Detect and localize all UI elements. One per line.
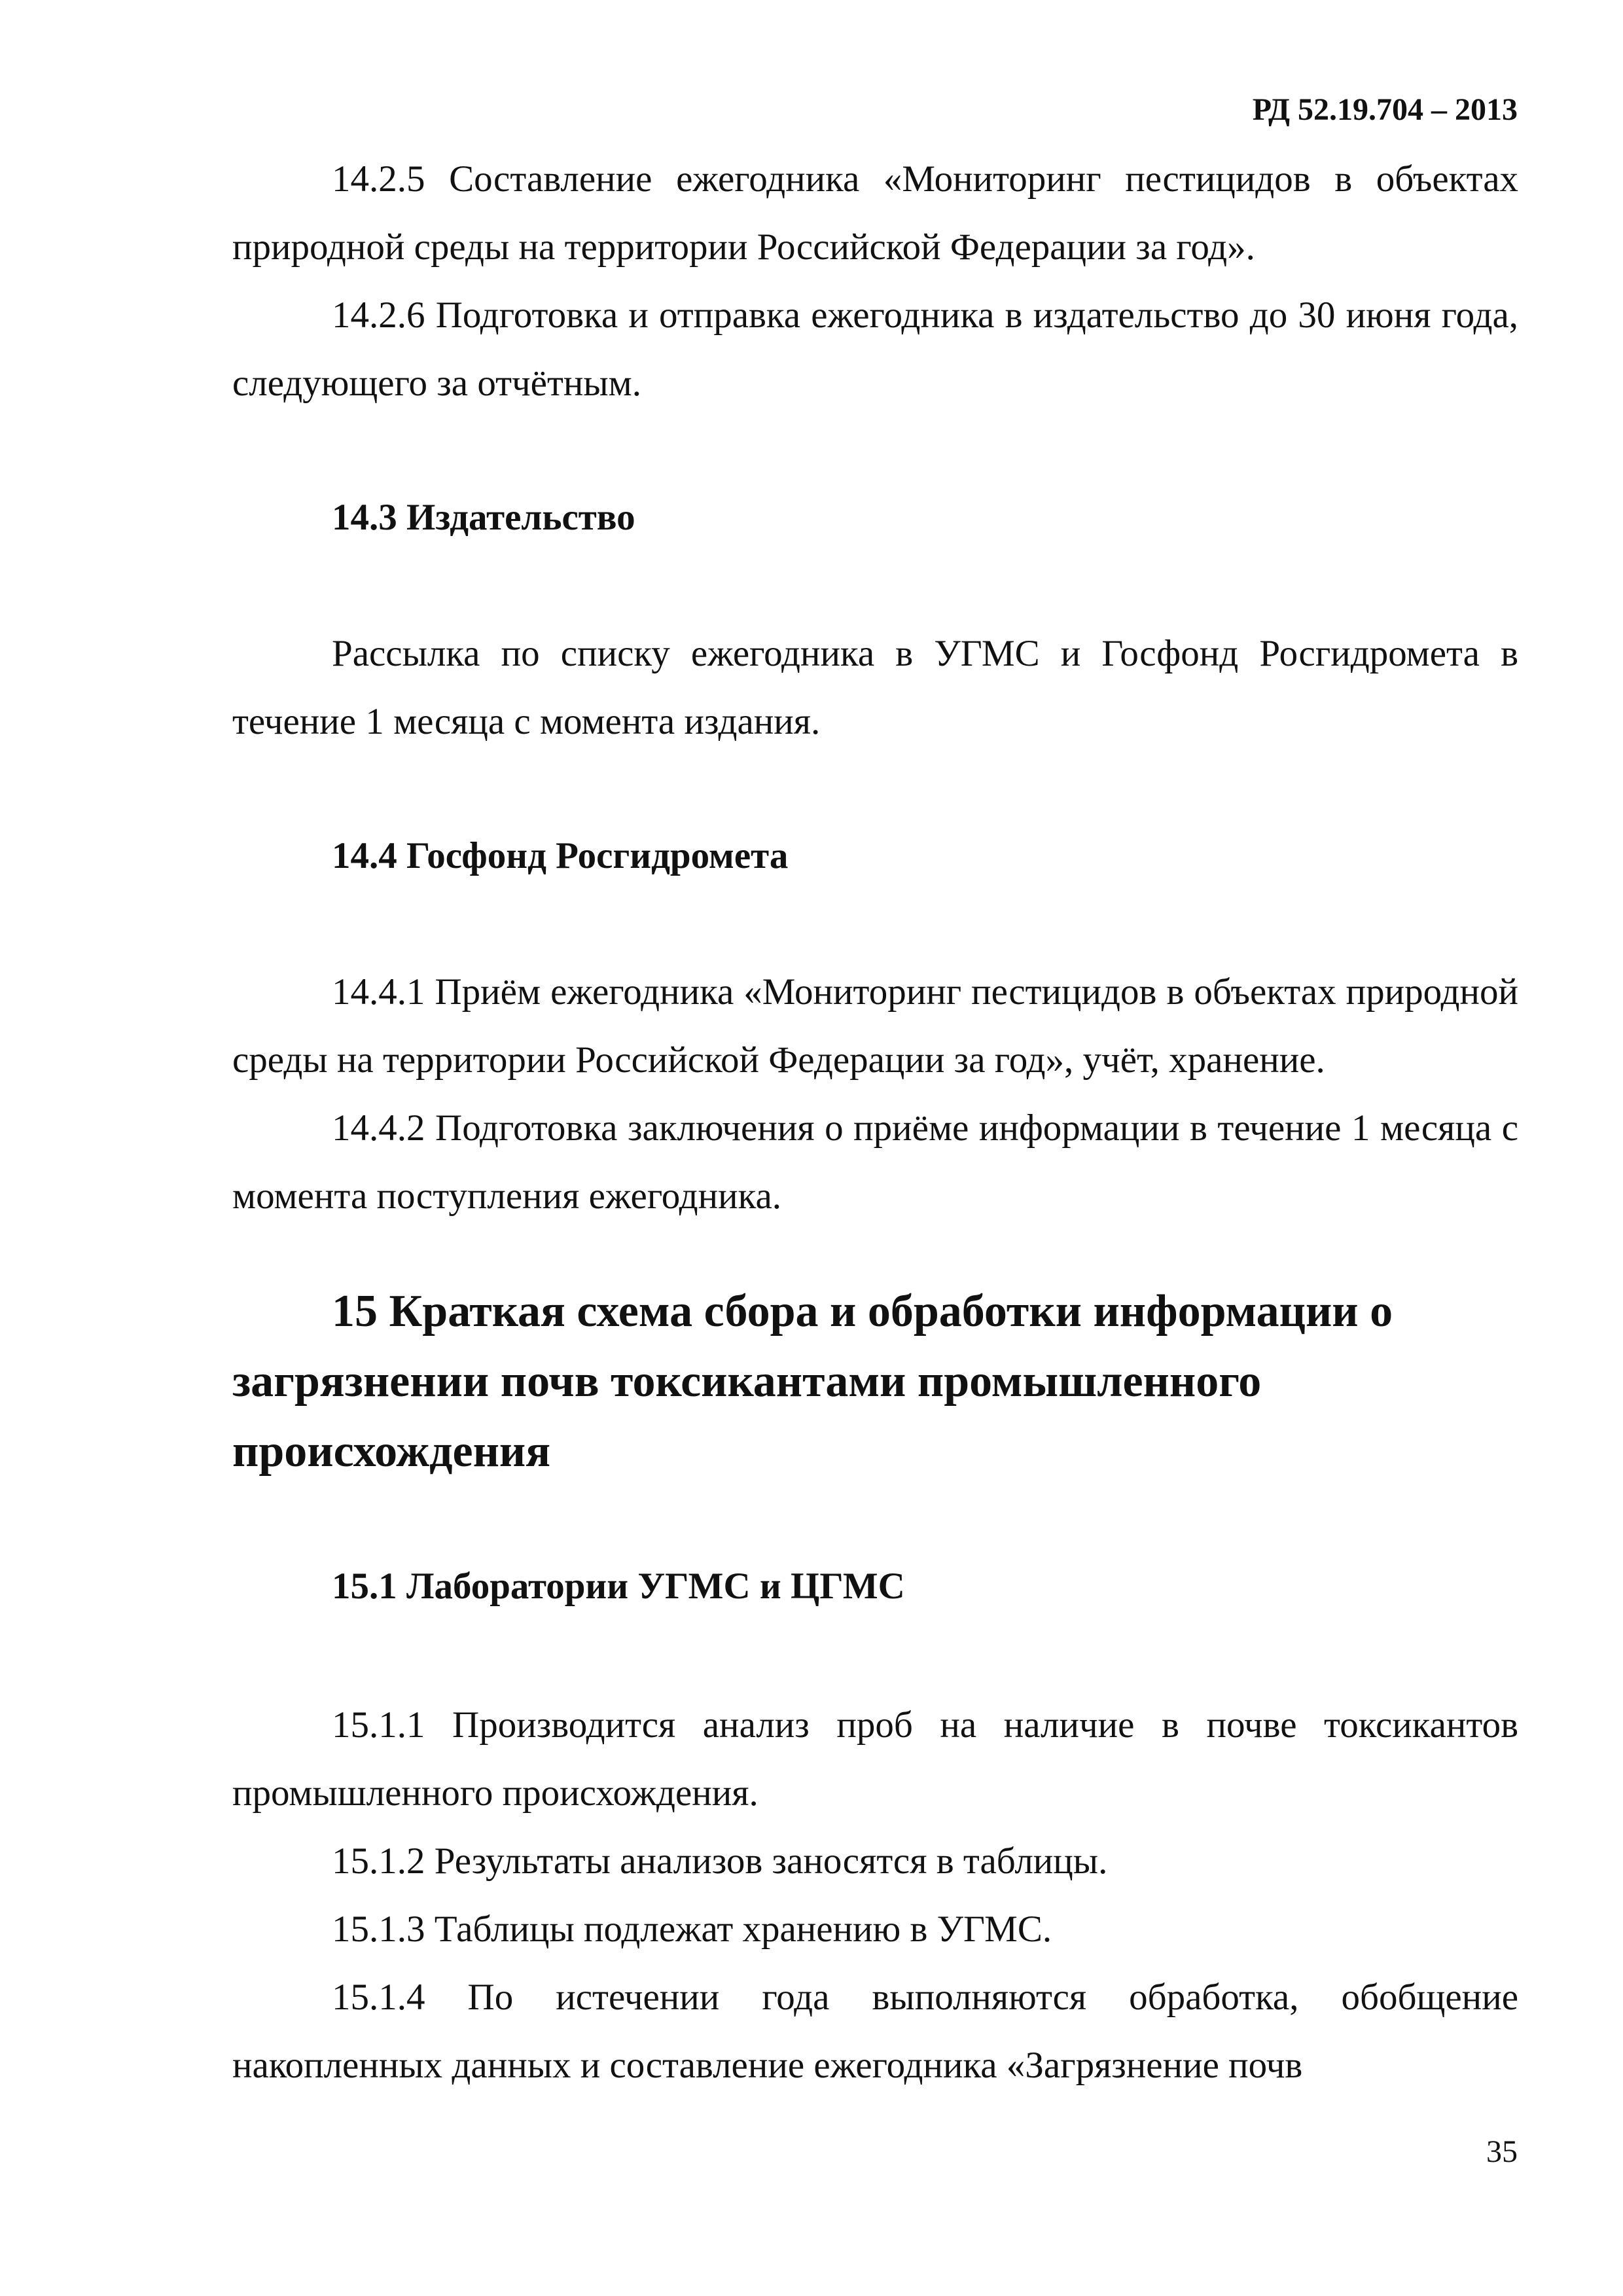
page-number: 35 xyxy=(1486,2134,1518,2169)
paragraph-14-2-6: 14.2.6 Подготовка и отправка ежегодника в издательство до 30 июня года, следующего за отчётным. xyxy=(232,295,1518,404)
paragraph-15-1-3: 15.1.3 Таблицы подлежат хранению в УГМС. xyxy=(332,1909,1052,1950)
heading-15: 15 Краткая схема сбора и обработки информации о загрязнении почв токсикантами промышленного происхождения xyxy=(232,1286,1393,1477)
heading-14-4: 14.4 Госфонд Росгидромета xyxy=(332,835,789,876)
paragraph-14-2-5: 14.2.5 Составление ежегодника «Мониторинг пестицидов в объектах природной среды на территории Российской Федерации за год». xyxy=(232,158,1518,268)
paragraph-15-1-1: 15.1.1 Производится анализ проб на наличие в почве токсикантов промышленного происхождения. xyxy=(232,1704,1518,1814)
paragraph-15-1-2: 15.1.2 Результаты анализов заносятся в таблицы. xyxy=(332,1840,1108,1882)
document-code-header: РД 52.19.704 – 2013 xyxy=(1252,92,1518,127)
page-content xyxy=(232,145,1518,2100)
paragraph-14-3: Рассылка по списку ежегодника в УГМС и Госфонд Росгидромета в течение 1 месяца с момента издания. xyxy=(232,633,1518,742)
paragraph-15-1-4: 15.1.4 По истечении года выполняются обработка, обобщение накопленных данных и составление ежегодника «Загрязнение почв xyxy=(232,1977,1518,2086)
heading-15-1: 15.1 Лаборатории УГМС и ЦГМС xyxy=(332,1566,905,1607)
paragraph-14-4-1: 14.4.1 Приём ежегодника «Мониторинг пестицидов в объектах природной среды на территории Российской Федерации за год», учёт, хранение. xyxy=(232,971,1518,1081)
heading-14-3: 14.3 Издательство xyxy=(332,497,635,538)
paragraph-14-4-2: 14.4.2 Подготовка заключения о приёме информации в течение 1 месяца с момента поступления ежегодника. xyxy=(232,1107,1518,1217)
